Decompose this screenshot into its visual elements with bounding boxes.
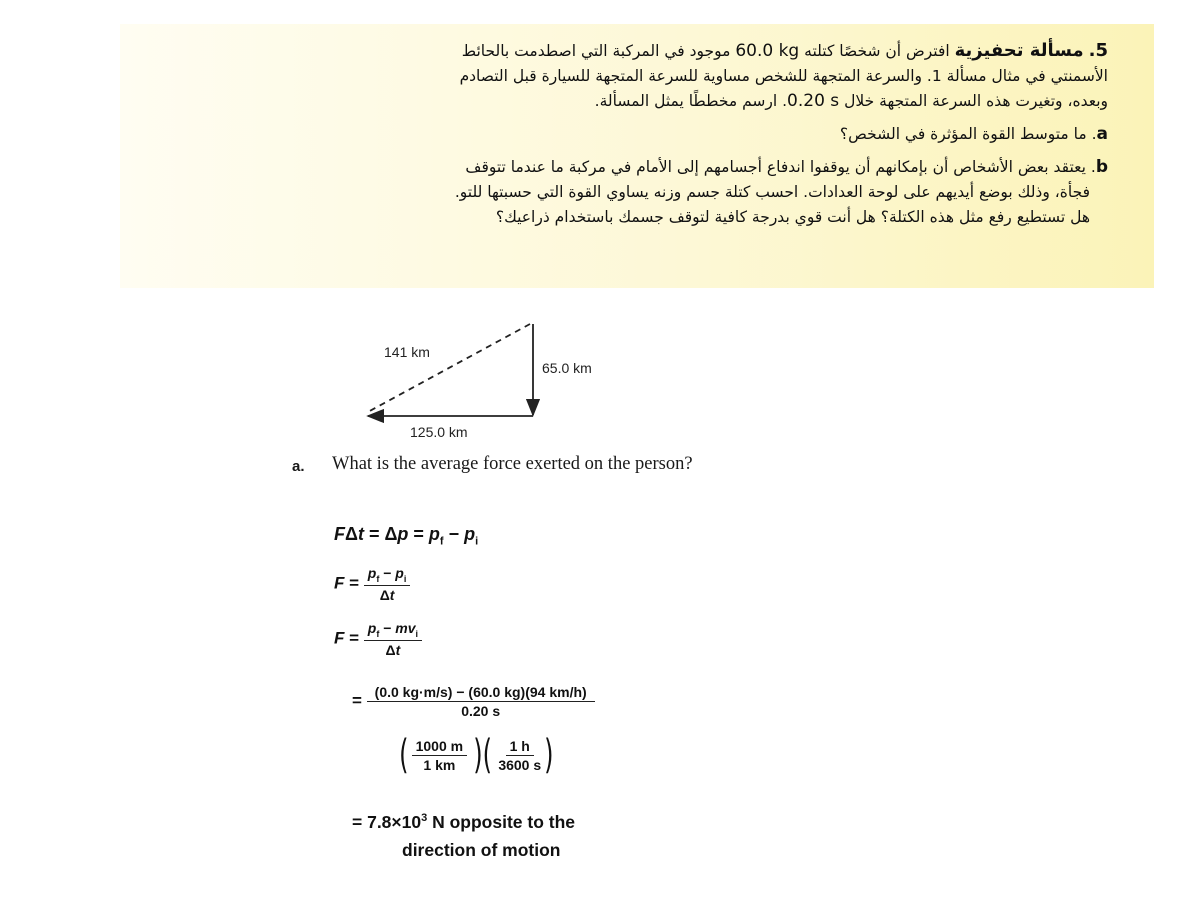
mass-value: 60.0 kg <box>735 41 800 61</box>
substitution-numerator: (0.0 kg·m/s) − (60.0 kg)(94 km/h) <box>367 684 595 702</box>
solution-question: What is the average force exerted on the person? <box>332 454 693 474</box>
resultant-vector <box>366 324 530 413</box>
problem-line3-b: . ارسم مخططًا يمثل المسألة. <box>594 92 788 110</box>
vector-diagram <box>360 320 620 450</box>
vector-triangle <box>360 320 620 450</box>
equation-force-1: F = $\frac{p_f - p_i}{\Delta t}$ <box>334 565 410 603</box>
problem-box <box>120 24 1154 288</box>
substitution-denominator: 0.20 s <box>461 703 501 719</box>
solution-label: a. <box>292 458 305 475</box>
vertical-label: 65.0 km <box>542 360 592 376</box>
time-value: 0.20 s <box>787 91 840 111</box>
conv2-denominator: 3600 s <box>498 756 542 773</box>
part-a-label: a <box>1096 124 1108 144</box>
part-b-line2: فجأة، وذلك بوضع أيديهم على لوحة العدادات. احسب كتلة جسم وزنه يساوي القوة التي حسبتها للتو. <box>454 183 1090 201</box>
equation-conversion: ( $\frac{1000 m}{1 km}$ )( $\frac{1 h}{3600 s}$ ) <box>399 732 554 778</box>
conv1-numerator: 1000 m <box>412 738 467 756</box>
part-a-text: . ما متوسط القوة المؤثرة في الشخص؟ <box>839 125 1097 143</box>
problem-line1-b: موجود في المركبة التي اصطدمت بالحائط <box>461 42 731 60</box>
problem-line1-a: افترض أن شخصًا كتلته <box>804 42 950 60</box>
part-b-label: b <box>1095 157 1108 177</box>
result-prefix: = 7.8×10 <box>352 811 422 832</box>
result-line2: direction of motion <box>402 839 561 860</box>
question-row <box>292 452 742 479</box>
equation-force-2: F = $\frac{p_f - mv_i}{\Delta t}$ <box>334 620 422 658</box>
equation-substitution: = $\frac{(0.0 kg\cdot m/s) - (60.0 kg)(94 km/h)}{0.20 s}$ <box>352 684 595 719</box>
problem-title: مسألة تحفيزية <box>954 40 1084 61</box>
solution <box>292 452 742 479</box>
problem-line3-a: وبعده، وتغيرت هذه السرعة المتجهة خلال <box>844 92 1108 110</box>
result-exponent: 3 <box>421 812 428 824</box>
horizontal-label: 125.0 km <box>410 424 468 440</box>
part-b <box>146 155 1108 230</box>
conv1-denominator: 1 km <box>423 756 456 773</box>
part-b-line3: هل تستطيع رفع مثل هذه الكتلة؟ هل أنت قوي بدرجة كافية لتوقف جسمك باستخدام ذراعيك؟ <box>495 208 1090 226</box>
conv2-numerator: 1 h <box>506 738 534 756</box>
problem-statement <box>146 38 1108 114</box>
hypotenuse-label: 141 km <box>384 344 430 360</box>
result <box>352 804 575 864</box>
part-a <box>146 122 1108 147</box>
equation-impulse: $F\Delta t = \Delta p = p_f - p_i$ <box>334 524 479 548</box>
part-b-line1: . يعتقد بعض الأشخاص أن بإمكانهم أن يوقفوا اندفاع أجسامهم إلى الأمام في مركبة ما عندما تتوقف <box>465 158 1096 176</box>
problem-number: 5. <box>1088 40 1108 61</box>
problem-line2: الأسمنتي في مثال مسألة 1. والسرعة المتجهة للشخص مساوية للسرعة المتجهة للسيارة قبل التصادم <box>459 67 1108 85</box>
result-suffix: N opposite to the <box>427 811 576 832</box>
